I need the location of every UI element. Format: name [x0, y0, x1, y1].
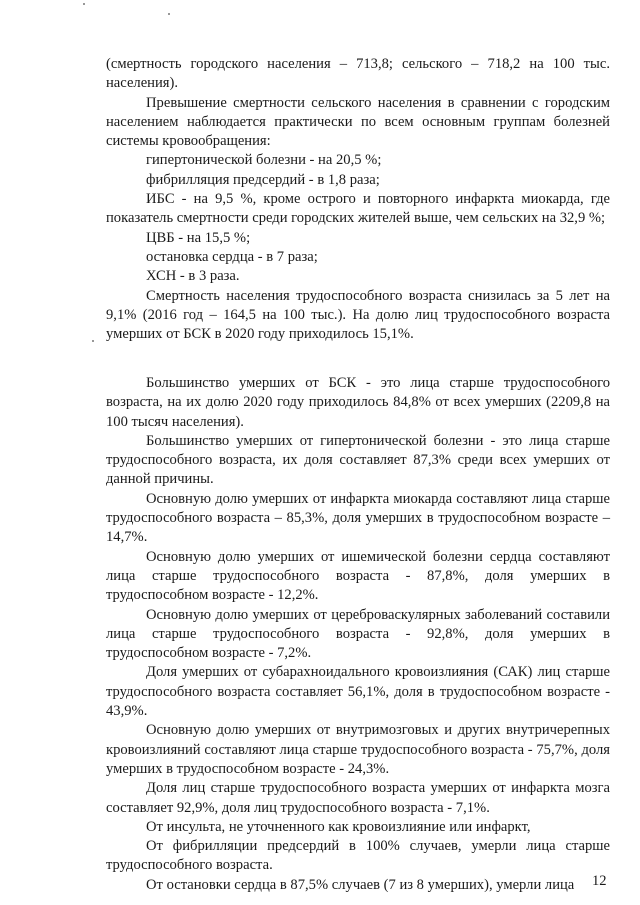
list-item: гипертонической болезни - на 20,5 %; — [146, 152, 382, 169]
scan-speck — [168, 13, 170, 15]
paragraph: Основную долю умерших от инфаркта миокарда составляют лица старше трудоспособного возраста – 85,3%, доля умерших в трудоспособном возрасте – 14,7%. — [106, 490, 610, 546]
list-item: ИБС - на 9,5 %, кроме острого и повторного инфаркта миокарда, где показатель смертности среди городских жителей выше, чем сельских на 32,9 %; — [106, 191, 610, 227]
scan-speck — [92, 340, 94, 342]
paragraph: От фибрилляции предсердий в 100% случаев, умерли лица старше трудоспособного возраста. — [106, 838, 610, 874]
bottom-text-section — [106, 374, 610, 895]
paragraph: Большинство умерших от гипертонической болезни - это лица старше трудоспособного возраста, их доля составляет 87,3% среди всех умерших от данной причины. — [106, 432, 610, 488]
top-text-section — [106, 55, 610, 344]
list-item: фибрилляция предсердий - в 1,8 раза; — [146, 171, 380, 188]
paragraph: Основную долю умерших от цереброваскулярных заболеваний составили лица старше трудоспособного возраста - 92,8%, доля умерших в трудоспособном возрасте - 7,2%. — [106, 606, 610, 662]
page-number: 12 — [592, 873, 607, 889]
list-item: ХСН - в 3 раза. — [146, 268, 240, 285]
scan-speck — [83, 3, 85, 5]
paragraph: (смертность городского населения – 713,8; сельского – 718,2 на 100 тыс. населения). — [106, 56, 610, 92]
paragraph: Смертность населения трудоспособного возраста снизилась за 5 лет на 9,1% (2016 год – 164,5 на 100 тыс.). На долю лиц трудоспособного возраста умерших от БСК в 2020 году приходилось 15,1%. — [106, 287, 610, 343]
list-item: ЦВБ - на 15,5 %; — [146, 229, 251, 246]
paragraph: Доля умерших от субарахноидального кровоизлияния (САК) лиц старше трудоспособного возраста составляет 56,1%, доля в трудоспособном возрасте - 43,9%. — [106, 664, 610, 720]
paragraph: Превышение смертности сельского населения в сравнении с городским населением наблюдается практически по всем основным группам болезней системы кровообращения: — [106, 94, 610, 150]
list-item: остановка сердца - в 7 раза; — [146, 248, 318, 265]
paragraph: От инсульта, не уточненного как кровоизлияние или инфаркт, — [146, 818, 531, 835]
paragraph: Большинство умерших от БСК - это лица старше трудоспособного возраста, на их долю 2020 году приходилось 84,8% от всех умерших (2209,8 на 100 тысяч населения). — [106, 375, 610, 430]
paragraph: Доля лиц старше трудоспособного возраста умерших от инфаркта мозга составляет 92,9%, доля лиц трудоспособного возраста - 7,1%. — [106, 780, 610, 816]
paragraph: От остановки сердца в 87,5% случаев (7 из 8 умерших), умерли лица — [146, 876, 575, 893]
paragraph: Основную долю умерших от внутримозговых и других внутричерепных кровоизлияний составляют лица старше трудоспособного возраста - 75,7%, доля умерших в трудоспособном возрасте - 24,3%. — [106, 722, 610, 777]
paragraph: Основную долю умерших от ишемической болезни сердца составляют лица старше трудоспособного возраста - 87,8%, доля умерших в трудоспособном возрасте - 12,2%. — [106, 548, 610, 604]
